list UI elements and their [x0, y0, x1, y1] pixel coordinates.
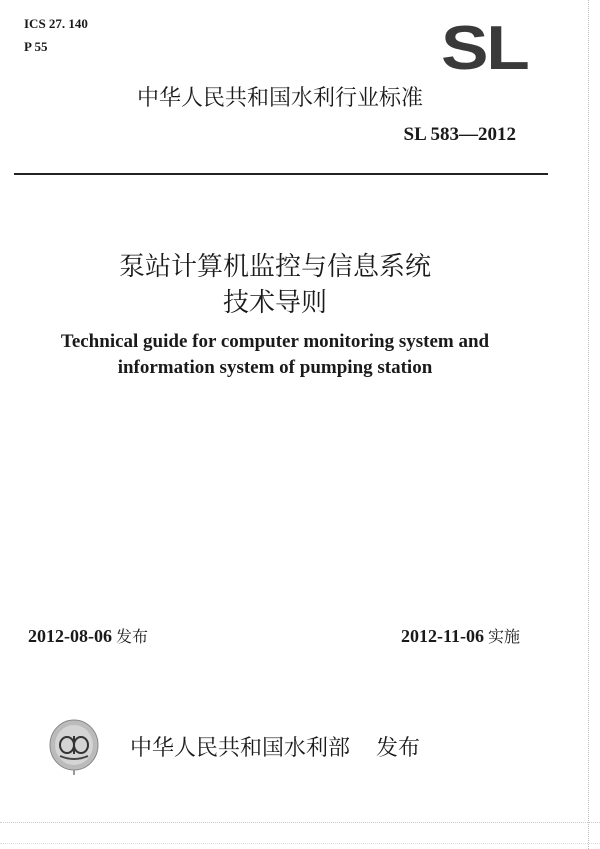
ics-number: ICS 27. 140: [24, 16, 88, 31]
industry-standard-heading: 中华人民共和国水利行业标准: [136, 86, 423, 111]
effective-label: 实施: [487, 627, 520, 646]
standard-code: SL 583—2012: [403, 124, 516, 145]
title-en-line2: information system of pumping station: [117, 357, 433, 378]
scan-edge: [588, 0, 591, 849]
title-cn-line2: 技术导则: [222, 288, 327, 318]
publisher-name: 中华人民共和国水利部: [130, 736, 351, 761]
effective-date: [401, 624, 520, 647]
ministry-emblem-icon: [48, 718, 100, 776]
publisher: [130, 731, 420, 762]
title-en-line1: Technical guide for computer monitoring system and: [60, 331, 490, 352]
divider-rule: [14, 173, 548, 175]
issue-date: [28, 624, 148, 647]
publish-label: 发布: [376, 736, 421, 761]
sl-logo: SL: [441, 14, 528, 83]
classification-code: P 55: [24, 39, 48, 54]
effective-date-value: 2012-11-06: [400, 626, 484, 646]
scan-bottom-noise: [0, 822, 600, 844]
issue-date-value: 2012-08-06: [28, 626, 112, 646]
issue-label: 发布: [116, 627, 149, 646]
title-cn-line1: 泵站计算机监控与信息系统: [118, 252, 431, 282]
